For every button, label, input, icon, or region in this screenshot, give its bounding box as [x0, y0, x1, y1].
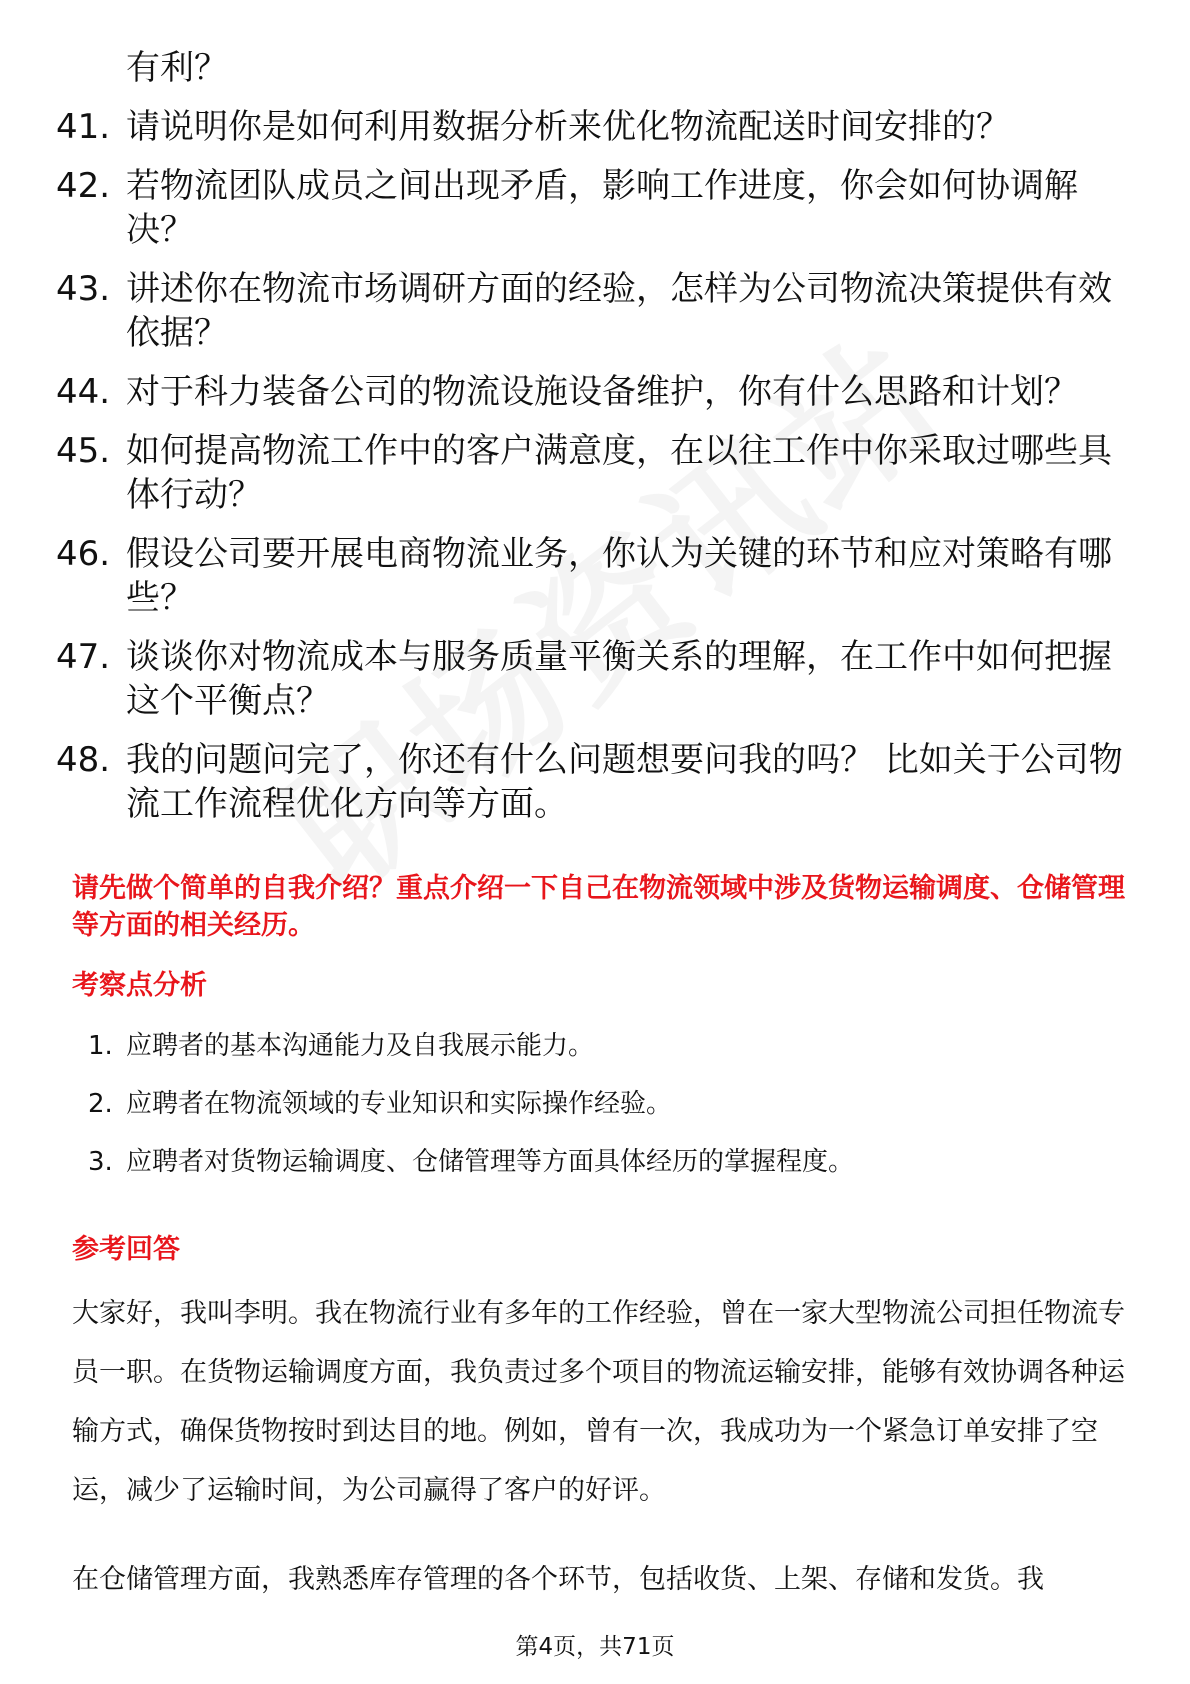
question-continuation: 有利？	[126, 48, 228, 88]
list-item	[56, 532, 1136, 620]
answer-paragraph: 在仓储管理方面，我熟悉库存管理的各个环节，包括收货、上架、存储和发货。我	[72, 1564, 1044, 1595]
question-number: 45.	[56, 431, 111, 471]
question-number: 42.	[56, 166, 111, 206]
question-text: 谈谈你对物流成本与服务质量平衡关系的理解，在工作中如何把握这个平衡点？	[126, 637, 1112, 721]
analysis-text: 应聘者的基本沟通能力及自我展示能力。	[126, 1031, 595, 1061]
answer-paragraph: 大家好，我叫李明。我在物流行业有多年的工作经验，曾在一家大型物流公司担任物流专员一职。在货物运输调度方面，我负责过多个项目的物流运输安排，能够有效协调各种运输方式，确保货物按时到达目的地。例如，曾有一次，我成功为一个紧急订单安排了空运，减少了运输时间，为公司赢得了客户的好评。	[72, 1298, 1125, 1506]
analysis-number: 2.	[88, 1089, 113, 1119]
question-number: 41.	[56, 107, 111, 147]
analysis-number: 1.	[88, 1031, 113, 1061]
question-text: 假设公司要开展电商物流业务，你认为关键的环节和应对策略有哪些？	[126, 534, 1112, 618]
analysis-text: 应聘者对货物运输调度、仓储管理等方面具体经历的掌握程度。	[126, 1147, 855, 1177]
list-item	[56, 738, 1136, 826]
question-number: 44.	[56, 372, 111, 412]
list-item	[88, 1086, 1128, 1122]
question-text: 若物流团队成员之间出现矛盾，影响工作进度，你会如何协调解决？	[126, 166, 1078, 250]
page-number: 第4页，共71页	[515, 1634, 675, 1660]
list-item	[88, 1144, 1128, 1180]
question-text: 请说明你是如何利用数据分析来优化物流配送时间安排的？	[126, 107, 1010, 147]
list-item	[56, 267, 1136, 355]
question-text: 讲述你在物流市场调研方面的经验，怎样为公司物流决策提供有效依据？	[126, 269, 1112, 353]
question-text: 对于科力装备公司的物流设施设备维护，你有什么思路和计划？	[126, 372, 1078, 412]
list-item	[56, 164, 1136, 252]
list-item	[56, 635, 1136, 723]
analysis-heading: 考察点分析	[72, 970, 207, 1001]
question-number: 48.	[56, 740, 111, 780]
question-text: 如何提高物流工作中的客户满意度，在以往工作中你采取过哪些具体行动？	[126, 431, 1112, 515]
list-item	[56, 429, 1136, 517]
list-item	[56, 370, 1136, 414]
question-text: 我的问题问完了，你还有什么问题想要问我的吗？ 比如关于公司物流工作流程优化方向等方面。	[126, 740, 1123, 824]
analysis-number: 3.	[88, 1147, 113, 1177]
question-number: 46.	[56, 534, 111, 574]
list-item	[88, 1028, 1128, 1064]
analysis-list	[88, 1028, 1128, 1202]
question-list	[56, 46, 1136, 826]
analysis-text: 应聘者在物流领域的专业知识和实际操作经验。	[126, 1089, 673, 1119]
question-number: 43.	[56, 269, 111, 309]
answer-heading: 参考回答	[72, 1234, 180, 1265]
list-item	[56, 105, 1136, 149]
question-number: 47.	[56, 637, 111, 677]
section-title: 请先做个简单的自我介绍？重点介绍一下自己在物流领域中涉及货物运输调度、仓储管理等方面的相关经历。	[72, 873, 1125, 941]
